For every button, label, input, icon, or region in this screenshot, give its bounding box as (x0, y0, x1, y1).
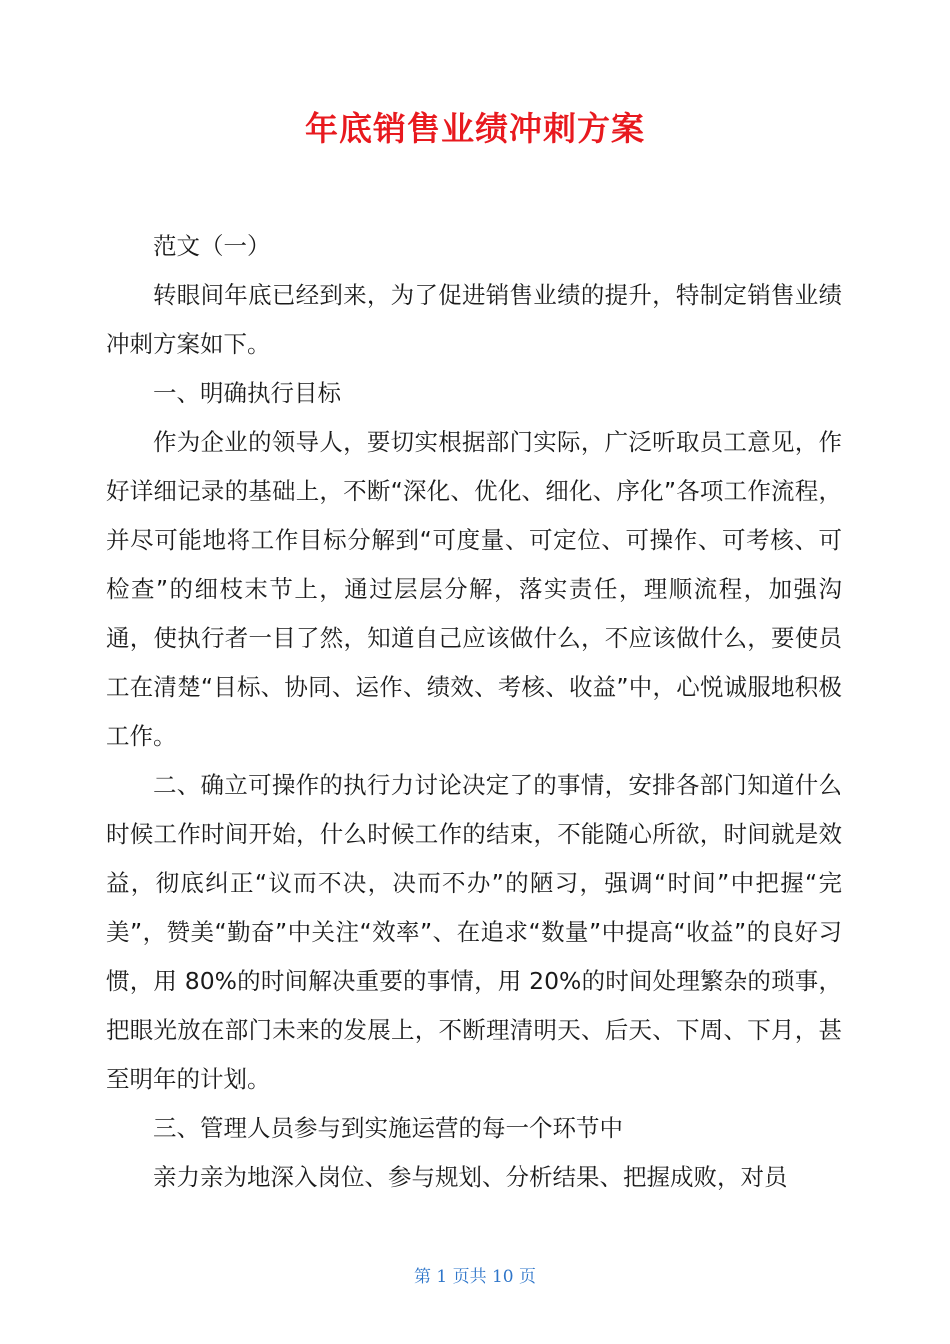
document-body (106, 222, 842, 1202)
section-heading-1: 一、明确执行目标 (153, 379, 341, 407)
paragraph-section-3: 亲力亲为地深入岗位、参与规划、分析结果、把握成败，对员 (153, 1163, 788, 1191)
paragraph-section-1: 作为企业的领导人，要切实根据部门实际，广泛听取员工意见，作好详细记录的基础上，不断“深化、优化、细化、序化”各项工作流程，并尽可能地将工作目标分解到“可度量、可定位、可操作、可考核、可检查”的细枝末节上，通过层层分解，落实责任，理顺流程，加强沟通，使执行者一目了然，知道自己应该做什么，不应该做什么，要使员工在清楚“目标、协同、运作、绩效、考核、收益”中，心悦诚服地积极工作。 (106, 428, 842, 750)
paragraph-intro: 转眼间年底已经到来，为了促进销售业绩的提升，特制定销售业绩冲刺方案如下。 (106, 281, 842, 358)
paragraph-sample-heading: 范文（一） (153, 232, 271, 260)
page-number-footer: 第 1 页共 10 页 (413, 1267, 537, 1287)
paragraph-section-2: 二、确立可操作的执行力讨论决定了的事情，安排各部门知道什么时候工作时间开始，什么时候工作的结束，不能随心所欲，时间就是效益，彻底纠正“议而不决，决而不办”的陋习，强调“时间”中把握“完美”，赞美“勤奋”中关注“效率”、在追求“数量”中提高“收益”的良好习惯，用 80%的时间解决重要的事情，用 20%的时间处理繁杂的琐事，把眼光放在部门未来的发展上，不断理清明天、后天、下周、下月，甚至明年的计划。 (106, 771, 842, 1093)
section-heading-3: 三、管理人员参与到实施运营的每一个环节中 (153, 1114, 623, 1142)
document-title: 年底销售业绩冲刺方案 (305, 109, 645, 148)
